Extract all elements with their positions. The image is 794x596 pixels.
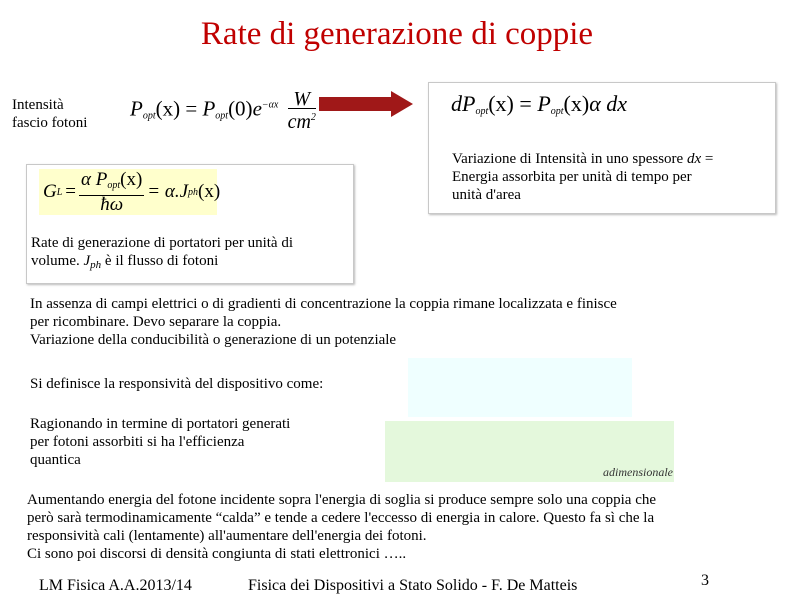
gl-numerator-subscript: opt [107,179,121,191]
dpopt-equation [451,91,627,117]
rate-line-2: è il flusso di fotoni [104,253,219,269]
gl-numerator-argument: (x) [120,168,143,190]
intensity-label-line-2: fascio fotoni [12,115,88,131]
variation-dx: dx [686,151,702,167]
responsivity-text: Si definisce la responsività del dispositivo come: [30,376,324,392]
intensity-label [12,96,87,132]
paragraph-2 [27,491,787,563]
page-number: 3 [701,572,709,589]
gl-subscript: L [56,186,63,198]
rate-j-symbol: J [83,253,91,269]
dpopt-rhs-subscript: opt [550,106,564,117]
gl-denominator: ħω [100,193,124,215]
gl-equation [39,168,221,215]
dpopt-equals: = [519,91,532,116]
rate-j-subscript: ph [90,259,102,271]
popt-subscript: opt [142,110,156,122]
variation-line-3: unità d'area [452,187,521,203]
variation-text [452,150,774,204]
rate-text [31,234,353,274]
generation-rate-box [26,164,354,284]
efficiency-line-1: Ragionando in termine di portatori generati [30,416,291,432]
popt-unit [288,90,316,131]
popt-exponential: e [252,96,262,121]
popt-symbol: P [130,96,143,121]
paragraph-1-line-3: Variazione della conducibilità o generazione di un potenziale [30,332,397,348]
paragraph-2-line-2: però sarà termodinamicamente “calda” e tende a cedere l'eccesso di energia in calore. Questo fa sì che la [27,510,655,526]
efficiency-text [30,415,290,469]
gl-flux-argument: (x) [198,181,221,202]
popt-argument: (x) [155,96,181,121]
popt-rhs-argument: (0) [228,96,253,121]
popt-exponent: −αx [261,99,279,111]
paragraph-1-line-2: per ricombinare. Devo separare la coppia. [30,314,282,330]
gl-symbol: G [43,181,57,202]
paragraph-1-line-1: In assenza di campi elettrici o di gradienti di concentrazione la coppia rimane localizzata e finisce [30,296,617,312]
efficiency-formula-box [385,421,674,482]
adimensional-label: adimensionale [603,465,673,479]
arrow-shaft [319,97,395,111]
dpopt-box [428,82,776,214]
dpopt-lhs: dP [451,91,476,116]
dpopt-tail: α dx [589,91,628,116]
paragraph-2-line-4: Ci sono poi discorsi di densità congiunta di stati elettronici ….. [27,546,407,562]
rate-line-1: Rate di generazione di portatori per unità di [31,235,293,251]
footer-course: LM Fisica A.A.2013/14 [39,577,192,594]
dpopt-rhs-symbol: P [537,91,551,116]
popt-equation [130,90,316,131]
popt-unit-denominator: cm [287,111,311,133]
popt-unit-exponent: 2 [310,112,316,123]
footer-course-title: Fisica dei Dispositivi a Stato Solido - F. De Matteis [248,577,578,594]
gl-equals: = [65,181,77,202]
popt-equals: = [185,96,198,121]
efficiency-line-3: quantica [30,452,81,468]
responsivity-formula-box [408,358,632,417]
gl-numerator: α P [81,168,108,190]
gl-flux-subscript: ph [188,186,199,198]
paragraph-1 [30,295,780,349]
dpopt-lhs-argument: (x) [488,91,514,116]
variation-equals: = [704,151,714,167]
variation-line-1: Variazione di Intensità in uno spessore [452,151,684,167]
dpopt-lhs-subscript: opt [475,106,489,117]
right-arrow-icon [391,91,413,117]
paragraph-2-line-1: Aumentando energia del fotone incidente sopra l'energia di soglia si produce sempre solo una coppia che [27,492,657,508]
gl-fraction [79,168,144,215]
efficiency-line-2: per fotoni assorbiti si ha l'efficienza [30,434,245,450]
paragraph-2-line-3: responsività cali (lentamente) all'aumentare dell'energia dei fotoni. [27,528,427,544]
popt-unit-numerator: W [288,90,316,109]
rate-volume: volume. [31,253,80,269]
intensity-label-line-1: Intensità [12,97,64,113]
variation-line-2: Energia assorbita per unità di tempo per [452,169,692,185]
dpopt-rhs-argument: (x) [563,91,590,116]
popt-rhs-symbol: P [202,96,216,121]
gl-flux-term: = α.J [147,181,189,202]
popt-rhs-subscript: opt [215,110,229,122]
page-title: Rate di generazione di coppie [200,16,594,52]
